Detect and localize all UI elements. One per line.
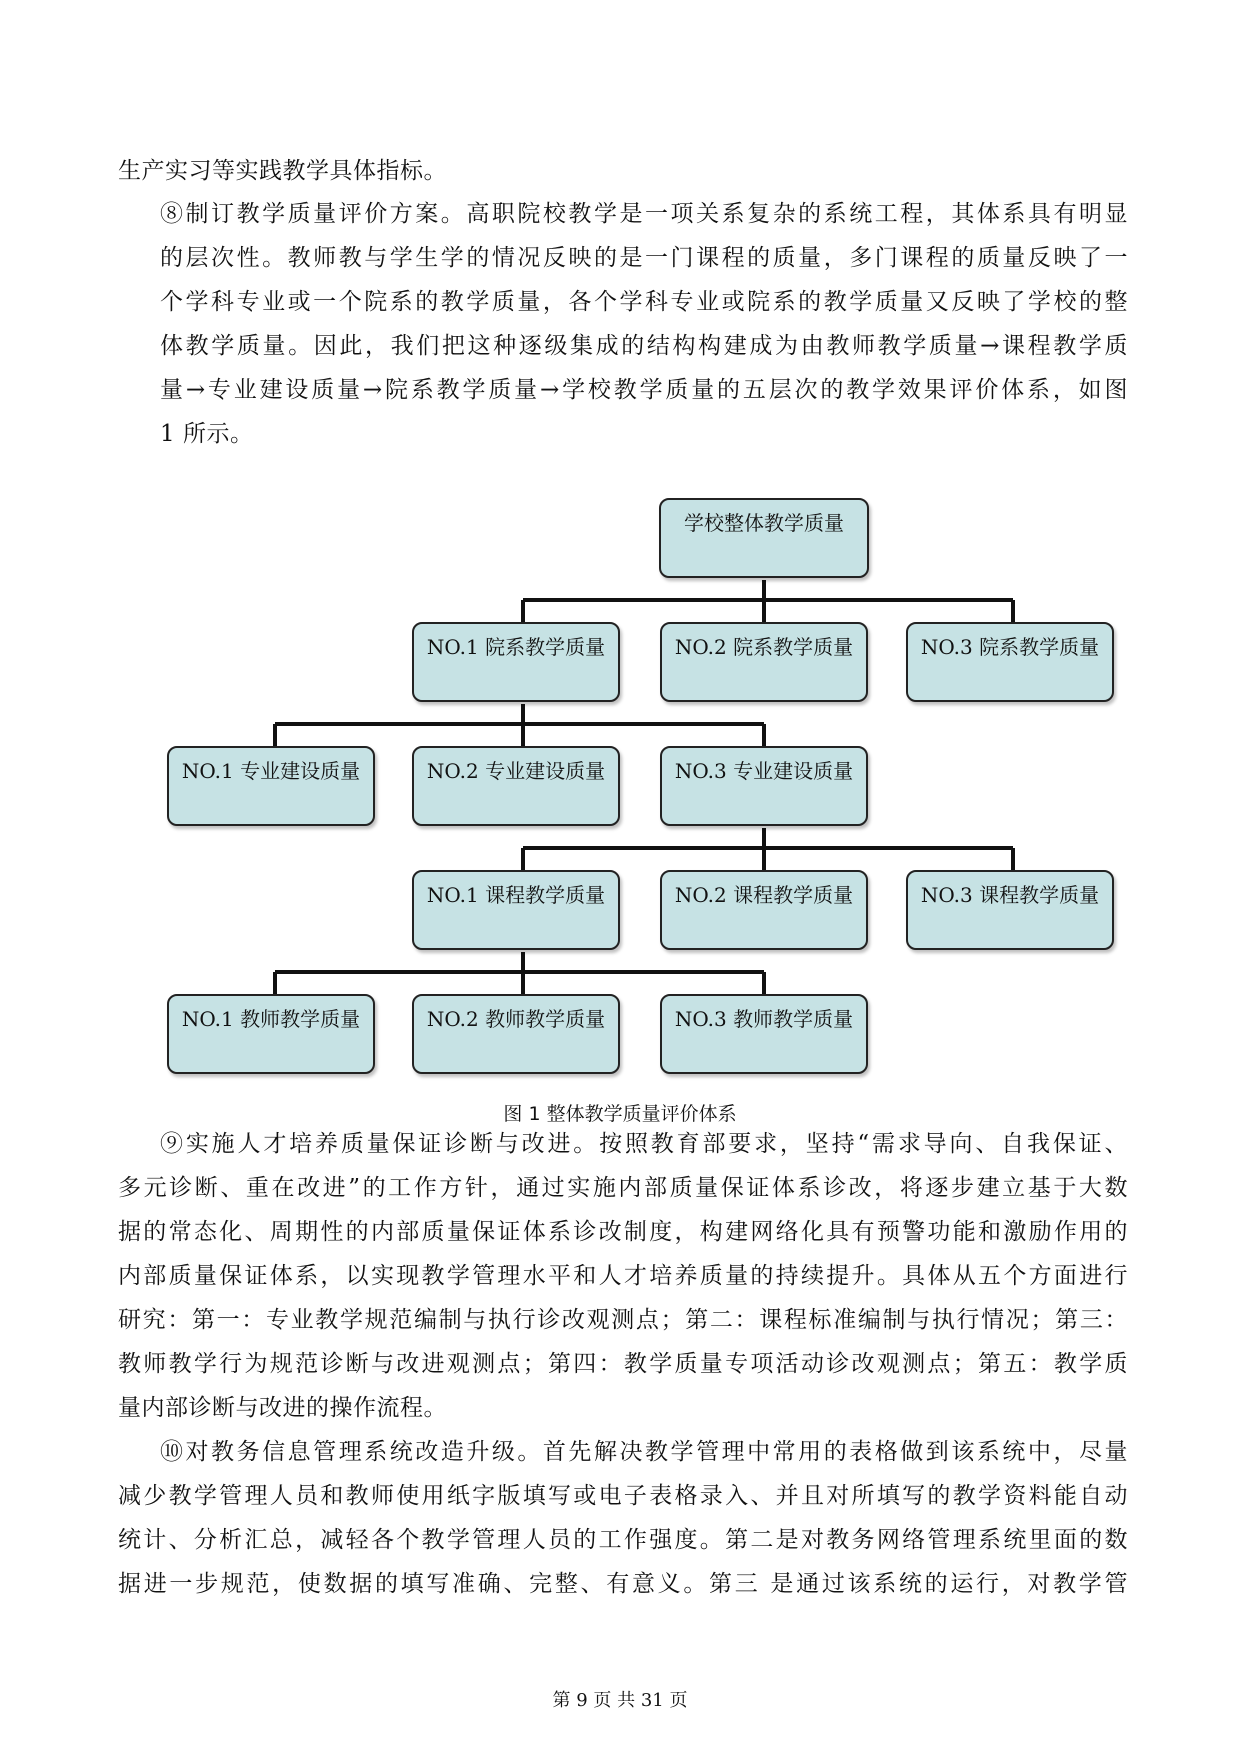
node-major-2: NO.2 专业建设质量 xyxy=(412,746,620,826)
paragraph-line: 个学科专业或一个院系的教学质量，各个学科专业或院系的教学质量又反映了学校的整 xyxy=(160,289,1128,315)
node-course-3: NO.3 课程教学质量 xyxy=(906,870,1114,950)
node-major-3: NO.3 专业建设质量 xyxy=(660,746,868,826)
paragraph-line: 教师教学行为规范诊断与改进观测点；第四：教学质量专项活动诊改观测点；第五：教学质 xyxy=(118,1351,1128,1377)
paragraph-line: 量→专业建设质量→院系教学质量→学校教学质量的五层次的教学效果评价体系，如图 xyxy=(160,377,1128,403)
page-footer: 第 9 页 共 31 页 xyxy=(552,1690,688,1711)
node-teacher-1: NO.1 教师教学质量 xyxy=(167,994,375,1074)
node-college-2: NO.2 院系教学质量 xyxy=(660,622,868,702)
paragraph-line: ⑧制订教学质量评价方案。高职院校教学是一项关系复杂的系统工程，其体系具有明显 xyxy=(160,201,1128,227)
node-major-1: NO.1 专业建设质量 xyxy=(167,746,375,826)
paragraph-line: 多元诊断、重在改进”的工作方针，通过实施内部质量保证体系诊改，将逐步建立基于大数 xyxy=(118,1175,1128,1201)
node-college-3: NO.3 院系教学质量 xyxy=(906,622,1114,702)
node-teacher-2: NO.2 教师教学质量 xyxy=(412,994,620,1074)
node-course-1: NO.1 课程教学质量 xyxy=(412,870,620,950)
paragraph-line: 据进一步规范，使数据的填写准确、完整、有意义。第三 是通过该系统的运行，对教学管 xyxy=(118,1571,1128,1597)
paragraph-line: 内部质量保证体系，以实现教学管理水平和人才培养质量的持续提升。具体从五个方面进行 xyxy=(118,1263,1128,1289)
node-school-quality: 学校整体教学质量 xyxy=(659,498,869,578)
paragraph-line: 体教学质量。因此，我们把这种逐级集成的结构构建成为由教师教学质量→课程教学质 xyxy=(160,333,1128,359)
paragraph-line: 据的常态化、周期性的内部质量保证体系诊改制度，构建网络化具有预警功能和激励作用的 xyxy=(118,1219,1128,1245)
node-course-2: NO.2 课程教学质量 xyxy=(660,870,868,950)
node-college-1: NO.1 院系教学质量 xyxy=(412,622,620,702)
paragraph-line: 量内部诊断与改进的操作流程。 xyxy=(118,1395,447,1421)
paragraph-line: ⑨实施人才培养质量保证诊断与改进。按照教育部要求，坚持“需求导向、自我保证、 xyxy=(160,1131,1128,1157)
paragraph-line: 统计、分析汇总，减轻各个教学管理人员的工作强度。第二是对教务网络管理系统里面的数 xyxy=(118,1527,1128,1553)
node-teacher-3: NO.3 教师教学质量 xyxy=(660,994,868,1074)
paragraph-line: 1 所示。 xyxy=(160,421,254,447)
paragraph-line: 减少教学管理人员和教师使用纸字版填写或电子表格录入、并且对所填写的教学资料能自动 xyxy=(118,1483,1128,1509)
figure-caption: 图 1 整体教学质量评价体系 xyxy=(503,1103,737,1125)
paragraph-line: 生产实习等实践教学具体指标。 xyxy=(118,158,447,184)
paragraph-line: 研究：第一：专业教学规范编制与执行诊改观测点；第二：课程标准编制与执行情况；第三： xyxy=(118,1307,1128,1333)
paragraph-line: ⑩对教务信息管理系统改造升级。首先解决教学管理中常用的表格做到该系统中，尽量 xyxy=(160,1439,1128,1465)
paragraph-line: 的层次性。教师教与学生学的情况反映的是一门课程的质量，多门课程的质量反映了一 xyxy=(160,245,1128,271)
